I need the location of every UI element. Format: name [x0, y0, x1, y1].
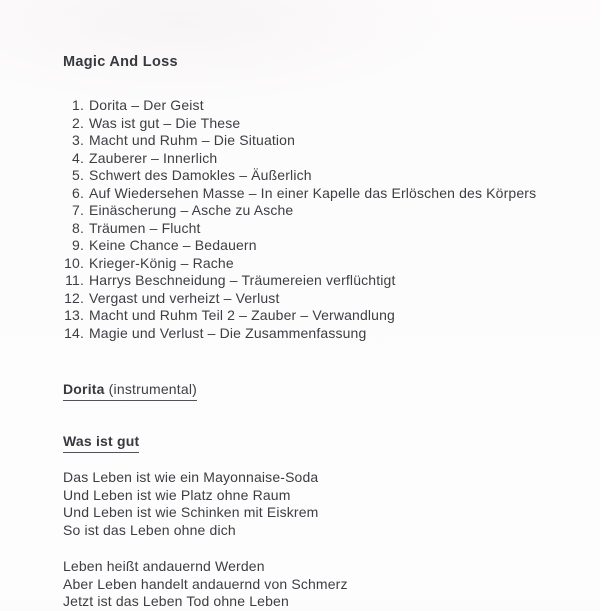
track-number: 1.	[72, 97, 84, 113]
lyric-line: Jetzt ist das Leben Tod ohne Leben	[63, 593, 289, 609]
track-title: Schwert des Damokles – Äußerlich	[89, 167, 312, 183]
track-row	[63, 115, 593, 133]
lyric-line: Aber Leben handelt andauernd von Schmerz	[63, 575, 348, 592]
track-number: 8.	[72, 219, 84, 236]
track-title: Auf Wiedersehen Masse – In einer Kapelle das Erlöschen des Körpers	[89, 184, 537, 201]
track-row	[63, 237, 593, 255]
track-title: Macht und Ruhm – Die Situation	[89, 132, 296, 148]
track-title: Träumen – Flucht	[89, 219, 201, 236]
was-ist-gut-heading: Was ist gut	[63, 433, 139, 453]
track-number: 2.	[72, 114, 84, 131]
track-row	[63, 97, 593, 115]
track-row	[63, 132, 593, 150]
track-number: 7.	[72, 202, 84, 218]
track-number: 5.	[72, 167, 84, 183]
track-title: Keine Chance – Bedauern	[89, 237, 257, 253]
section-dorita	[63, 381, 197, 401]
track-number: 11.	[65, 272, 84, 288]
page-title: Magic And Loss	[63, 54, 178, 70]
track-row	[63, 167, 593, 185]
track-number: 4.	[72, 149, 84, 166]
lyric-line: Leben heißt andauernd Werden	[63, 558, 265, 574]
lyrics-stanza-2	[63, 558, 348, 611]
track-title: Harrys Beschneidung – Träumereien verflüchtigt	[89, 272, 396, 288]
tracklist	[63, 97, 593, 342]
track-number: 10.	[64, 254, 84, 271]
lyric-line: So ist das Leben ohne dich	[63, 521, 236, 538]
track-row	[63, 290, 593, 308]
track-title: Was ist gut – Die These	[89, 114, 241, 131]
track-row	[63, 307, 593, 325]
dorita-annotation: (instrumental)	[108, 381, 198, 397]
lyric-line: Das Leben ist wie ein Mayonnaise-Soda	[63, 469, 319, 485]
track-title: Vergast und verheizt – Verlust	[89, 289, 280, 306]
track-row	[63, 272, 593, 290]
track-row	[63, 325, 593, 343]
track-row	[63, 220, 593, 238]
lyric-line: Und Leben ist wie Platz ohne Raum	[63, 486, 291, 503]
track-number: 13.	[64, 307, 84, 323]
track-number: 3.	[72, 132, 84, 148]
track-number: 14.	[64, 324, 84, 341]
track-row	[63, 202, 593, 220]
track-row	[63, 150, 593, 168]
track-title: Macht und Ruhm Teil 2 – Zauber – Verwandlung	[89, 307, 395, 323]
lyric-line: Und Leben ist wie Schinken mit Eiskrem	[63, 504, 319, 520]
track-row	[63, 185, 593, 203]
track-number: 6.	[72, 184, 84, 201]
track-row	[63, 255, 593, 273]
track-title: Einäscherung – Asche zu Asche	[89, 202, 294, 218]
lyrics-stanza-1	[63, 469, 318, 539]
dorita-title: Dorita	[63, 381, 105, 397]
track-title: Dorita – Der Geist	[89, 97, 204, 113]
section-was-ist-gut	[63, 433, 139, 453]
track-title: Magie und Verlust – Die Zusammenfassung	[89, 324, 367, 341]
track-number: 12.	[64, 289, 84, 306]
track-title: Krieger-König – Rache	[89, 254, 234, 271]
track-title: Zauberer – Innerlich	[89, 149, 218, 166]
track-number: 9.	[72, 237, 84, 253]
dorita-heading	[63, 381, 197, 401]
